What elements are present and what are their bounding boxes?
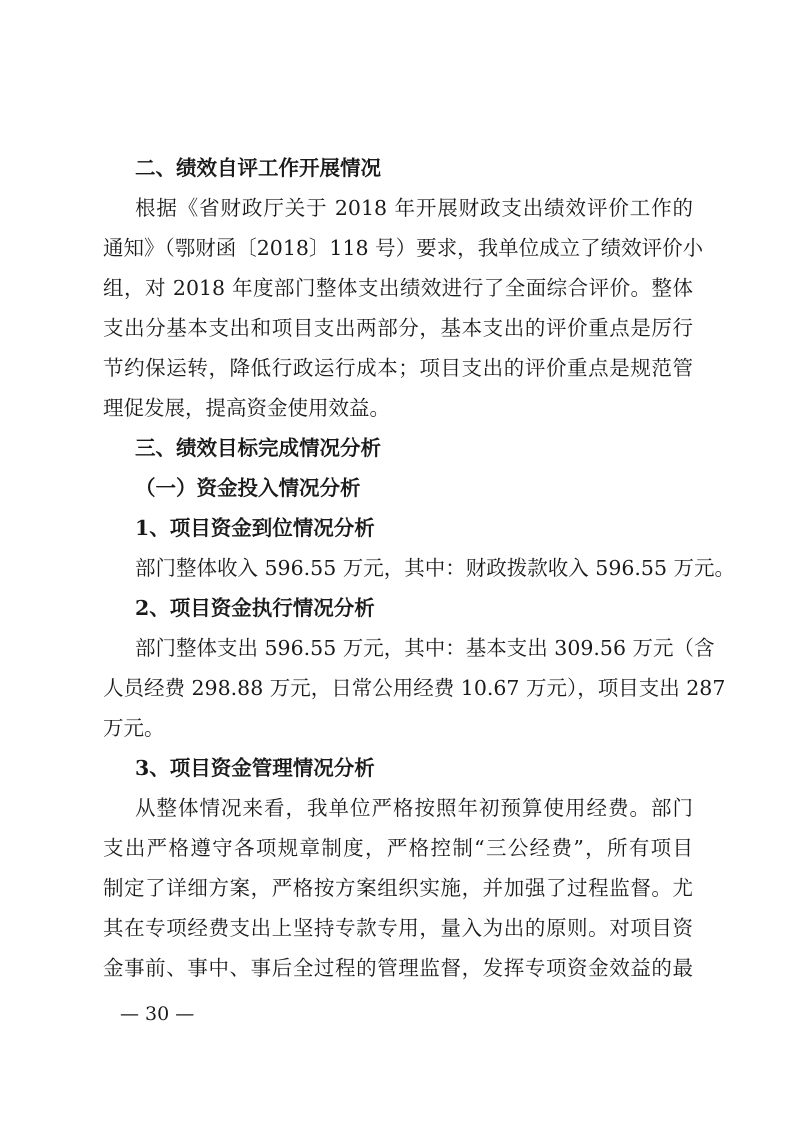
section-heading-self-evaluation: 二、绩效自评工作开展情况 <box>135 156 381 180</box>
paragraph-line: 理促发展，提高资金使用效益。 <box>103 396 390 420</box>
paragraph-line: 其在专项经费支出上坚持专款专用，量入为出的原则。对项目资 <box>103 916 693 940</box>
paragraph-line: 支出分基本支出和项目支出两部分，基本支出的评价重点是厉行 <box>103 316 693 340</box>
paragraph-line: 人员经费 298.88 万元，日常公用经费 10.67 万元），项目支出 287 <box>103 676 726 700</box>
paragraph-line: 支出严格遵守各项规章制度，严格控制“三公经费”，所有项目 <box>103 836 693 860</box>
paragraph-line: 部门整体收入 596.55 万元，其中：财政拨款收入 596.55 万元。 <box>135 556 736 580</box>
paragraph-line: 通知》（鄂财函〔2018〕118 号）要求，我单位成立了绩效评价小 <box>103 236 704 260</box>
subsection-heading-fund-input: （一）资金投入情况分析 <box>135 476 361 500</box>
paragraph-line: 部门整体支出 596.55 万元，其中：基本支出 309.56 万元（含 <box>135 636 715 660</box>
section-heading-target-completion: 三、绩效目标完成情况分析 <box>135 436 381 460</box>
item-heading-fund-arrival: 1、项目资金到位情况分析 <box>135 516 375 540</box>
item-heading-fund-execution: 2、项目资金执行情况分析 <box>135 596 375 620</box>
page-number: — 30 — <box>120 1003 195 1025</box>
paragraph-line: 万元。 <box>103 716 165 740</box>
paragraph-line: 节约保运转，降低行政运行成本；项目支出的评价重点是规范管 <box>103 356 693 380</box>
paragraph-line: 组，对 2018 年度部门整体支出绩效进行了全面综合评价。整体 <box>103 276 693 300</box>
paragraph-line: 根据《省财政厅关于 2018 年开展财政支出绩效评价工作的 <box>135 196 693 220</box>
item-heading-fund-management: 3、项目资金管理情况分析 <box>135 756 375 780</box>
paragraph-line: 从整体情况来看，我单位严格按照年初预算使用经费。部门 <box>135 796 693 820</box>
paragraph-line: 金事前、事中、事后全过程的管理监督，发挥专项资金效益的最 <box>103 956 693 980</box>
paragraph-line: 制定了详细方案，严格按方案组织实施，并加强了过程监督。尤 <box>103 876 693 900</box>
